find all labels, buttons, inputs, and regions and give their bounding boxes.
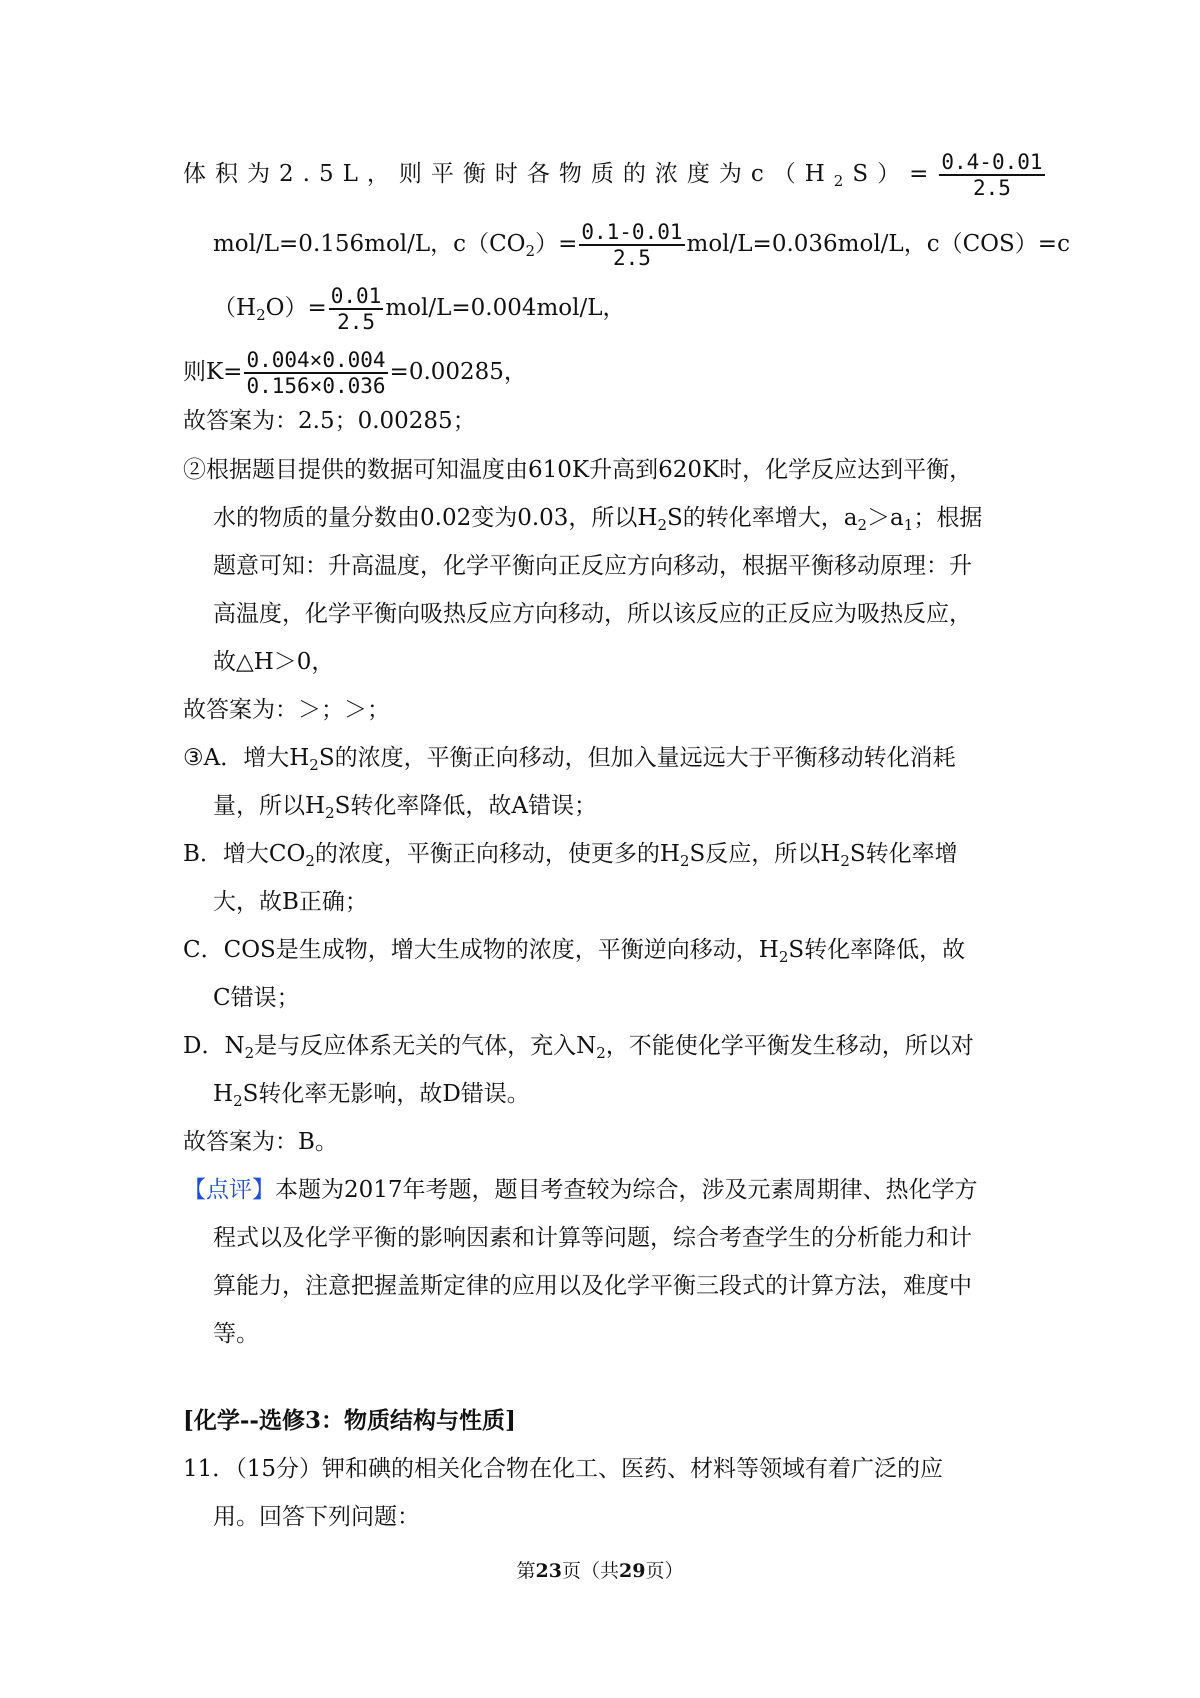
comment-line1: 【点评】本题为2017年考题，题目考查较为综合，涉及元素周期律、热化学方 (183, 1177, 978, 1203)
page-footer: 第23页（共29页） (516, 1560, 684, 1582)
fraction-h2o: $\frac{0.01}{2.5}$ (330, 284, 382, 334)
comment-line2: 程式以及化学平衡的影响因素和计算等问题，综合考查学生的分析能力和计 (213, 1225, 972, 1251)
option-b-line1: B．增大$CO_2$的浓度，平衡正向移动，使更多的$H_2S$反应，所以$H_2S$转化率增 (183, 841, 958, 870)
para2-line2: 水的物质的量分数由0.02变为0.03，所以$H_2S$的转化率增大，$a_2>a_1$；根据 (213, 505, 983, 534)
option-a-line2: 量，所以$H_2S$转化率降低，故A错误； (213, 793, 597, 822)
fraction-co2: $\frac{0.1-0.01}{2.5}$ (581, 220, 683, 270)
para2-line1: ②根据题目提供的数据可知温度由610K升高到620K时，化学反应达到平衡， (183, 457, 973, 483)
question-11-line1: 11．（15分）钾和碘的相关化合物在化工、医药、材料等领域有着广泛的应 (183, 1456, 944, 1482)
comment-line3: 算能力，注意把握盖斯定律的应用以及化学平衡三段式的计算方法，难度中 (213, 1273, 972, 1299)
question-11-line2: 用。回答下列问题： (213, 1504, 420, 1530)
answer-1: 故答案为：2.5；0.00285； (183, 408, 476, 434)
answer-2: 故答案为：＞；＞； (183, 697, 390, 723)
line-h2o: $(H_2O)=$ $\frac{0.01}{2.5}$ mol/L=0.004mol/L， (213, 284, 626, 334)
page-total: 29 (619, 1560, 646, 1582)
para2-line5: 故△H＞0， (213, 649, 335, 675)
page-number: 23 (535, 1560, 562, 1582)
line-k: 则K= $\frac{0.004\times 0.004}{0.156\times 0.036}$ =0.00285， (183, 348, 527, 398)
line-co2: mol/L=0.156mol/L，$c(CO_2)=$ $\frac{0.1-0.01}{2.5}$ mol/L=0.036mol/L，c（COS）=c (213, 220, 1070, 270)
line-volume: 体积为2.5L，则平衡时各物质的浓度为$c(H_2S)=$ $\frac{0.4-0.01}{2.5}$ (183, 150, 1043, 200)
comment-tag: 【点评】 (183, 1177, 275, 1203)
para2-line3: 题意可知：升高温度，化学平衡向正反应方向移动，根据平衡移动原理：升 (213, 553, 972, 579)
option-d-line1: D．$N_2$是与反应体系无关的气体，充入$N_2$，不能使化学平衡发生移动，所以对 (183, 1033, 974, 1062)
fraction-k: $\frac{0.004\times 0.004}{0.156\times 0.036}$ (246, 348, 386, 398)
para2-line4: 高温度，化学平衡向吸热反应方向移动，所以该反应的正反应为吸热反应， (213, 601, 972, 627)
comment-line4: 等。 (213, 1321, 259, 1347)
option-b-line2: 大，故B正确； (213, 889, 368, 915)
option-c-line2: C错误； (213, 985, 300, 1011)
section-title: [化学--选修3：物质结构与性质] (183, 1407, 516, 1434)
answer-3: 故答案为：B。 (183, 1129, 338, 1155)
option-a-line1: ③A．增大$H_2S$的浓度，平衡正向移动，但加入量远远大于平衡移动转化消耗 (183, 745, 956, 774)
fraction-h2s: $\frac{0.4-0.01}{2.5}$ (941, 150, 1043, 200)
option-c-line1: C．COS是生成物，增大生成物的浓度，平衡逆向移动，$H_2S$转化率降低，故 (183, 937, 966, 966)
option-d-line2: $H_2S$转化率无影响，故D错误。 (213, 1081, 530, 1110)
